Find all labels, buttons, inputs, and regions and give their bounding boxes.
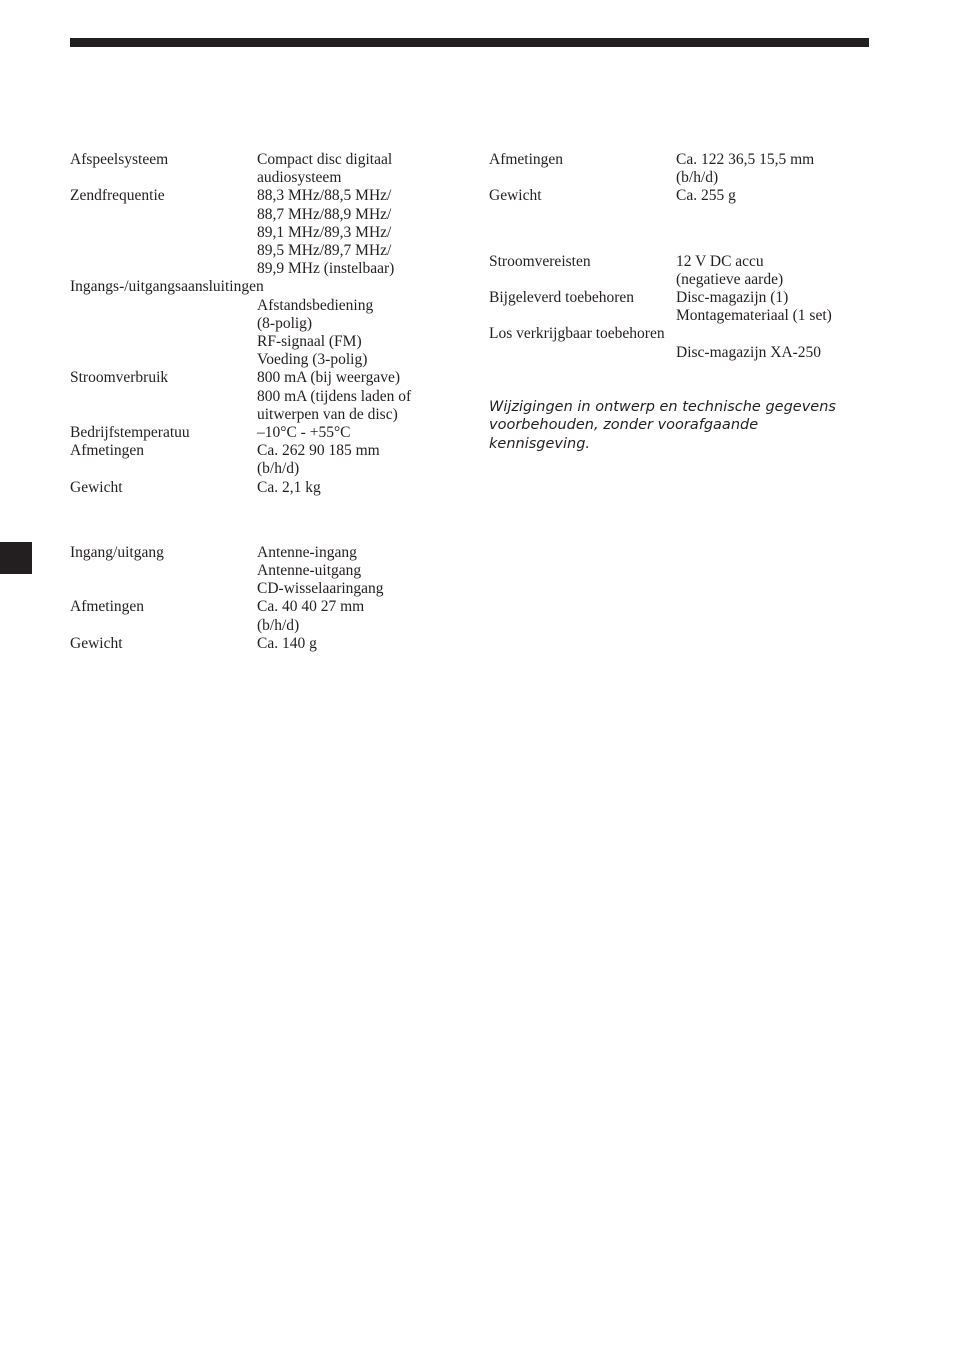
spec-row [70, 598, 450, 634]
disclaimer-note [489, 398, 869, 453]
spec-row [70, 424, 450, 442]
spec-label: Los verkrijgbaar toebehoren [489, 325, 665, 343]
spec-value-line: Ca. 262 90 185 mm [257, 442, 380, 460]
spec-label: Ingang/uitgang [70, 543, 164, 561]
spec-label: Stroomverbruik [70, 369, 169, 387]
page-thumb-tab [0, 542, 32, 574]
spec-value [257, 369, 450, 424]
spec-value-line: 800 mA (tijdens laden of [257, 387, 412, 405]
spec-label: Bijgeleverd toebehoren [489, 289, 635, 307]
spec-value-line: Antenne-uitgang [257, 562, 362, 580]
spec-value-line: Montagemateriaal (1 set) [676, 307, 832, 325]
note-line: Wijzigingen in ontwerp en technische gegevens [489, 399, 836, 415]
spec-value-line: audiosysteem [257, 169, 342, 187]
spec-row [70, 544, 450, 599]
spec-value-line: 88,7 MHz/88,9 MHz/ [257, 205, 392, 223]
spec-value [257, 424, 450, 442]
spec-row [70, 151, 450, 187]
spec-value-line: Voeding (3-polig) [257, 351, 368, 369]
spec-value-line: Ca. 140 g [257, 634, 317, 652]
spec-label: Gewicht [70, 634, 123, 652]
spec-value-line: 89,9 MHz (instelbaar) [257, 260, 395, 278]
spec-value-line: (b/h/d) [257, 460, 300, 478]
spec-value-line: 89,1 MHz/89,3 MHz/ [257, 223, 392, 241]
spec-value-line: Ca. 2,1 kg [257, 478, 321, 496]
spec-value-line: (b/h/d) [257, 616, 300, 634]
spec-row [489, 325, 869, 361]
spec-row [70, 187, 450, 278]
spec-value [257, 598, 450, 634]
spec-value [257, 442, 450, 478]
note-line: kennisgeving. [489, 435, 591, 452]
spec-group [70, 544, 450, 653]
spec-row [70, 635, 450, 653]
spec-value [676, 151, 869, 187]
spec-value-line: 800 mA (bij weergave) [257, 369, 401, 387]
spec-value-line: 88,3 MHz/88,5 MHz/ [257, 187, 392, 205]
spec-label: Bedrijfstemperatuu [70, 424, 190, 442]
spec-value-line: (b/h/d) [676, 169, 719, 187]
spec-value [676, 187, 869, 205]
spec-row [489, 151, 869, 187]
spec-value-line: Antenne-ingang [257, 543, 357, 561]
group-spacer [489, 206, 869, 253]
spec-value-line: Ca. 122 36,5 15,5 mm [676, 151, 815, 168]
spec-value [257, 544, 450, 599]
spec-column-right [489, 151, 869, 362]
spec-value [257, 297, 450, 370]
spec-value [676, 344, 869, 362]
spec-value-line: 89,5 MHz/89,7 MHz/ [257, 242, 392, 260]
spec-group [70, 151, 450, 497]
spec-value-line: Ca. 40 40 27 mm [257, 598, 365, 616]
spec-row [489, 187, 869, 205]
spec-value [257, 479, 450, 497]
spec-value [257, 151, 450, 187]
spec-value [676, 289, 869, 325]
spec-label: Zendfrequentie [70, 187, 165, 205]
spec-label: Ingangs-/uitgangsaansluitingen [70, 278, 264, 296]
spec-value-line: –10°C - +55°C [257, 424, 351, 442]
spec-label: Afmetingen [70, 598, 145, 616]
spec-label: Afmetingen [489, 151, 564, 168]
spec-value [257, 187, 450, 278]
group-spacer [70, 497, 450, 544]
spec-label: Gewicht [489, 187, 542, 205]
spec-value-line: Compact disc digitaal [257, 151, 393, 168]
spec-value-line: uitwerpen van de disc) [257, 405, 398, 423]
spec-value-line: (negatieve aarde) [676, 270, 784, 288]
spec-row [70, 369, 450, 424]
spec-label: Afmetingen [70, 442, 145, 460]
spec-row [70, 479, 450, 497]
spec-group [489, 253, 869, 362]
spec-label: Stroomvereisten [489, 252, 591, 270]
spec-value-line: 12 V DC accu [676, 252, 764, 270]
header-rule [70, 38, 869, 47]
spec-row [70, 442, 450, 478]
spec-value-line: Disc-magazijn (1) [676, 289, 789, 307]
spec-value-line: CD-wisselaaringang [257, 580, 384, 598]
spec-column-left [70, 151, 450, 653]
spec-value [676, 253, 869, 289]
spec-label: Afspeelsysteem [70, 151, 169, 168]
spec-value-line: Disc-magazijn XA-250 [676, 343, 822, 361]
spec-row [489, 289, 869, 325]
spec-value-line: Afstandsbediening [257, 296, 374, 314]
spec-row [70, 278, 450, 369]
spec-value-line: RF-signaal (FM) [257, 333, 362, 351]
spec-value [257, 635, 450, 653]
spec-label: Gewicht [70, 478, 123, 496]
spec-value-line: (8-polig) [257, 314, 313, 332]
note-line: voorbehouden, zonder voorafgaande [489, 417, 759, 434]
spec-value-line: Ca. 255 g [676, 187, 736, 205]
spec-row [489, 253, 869, 289]
spec-group [489, 151, 869, 206]
